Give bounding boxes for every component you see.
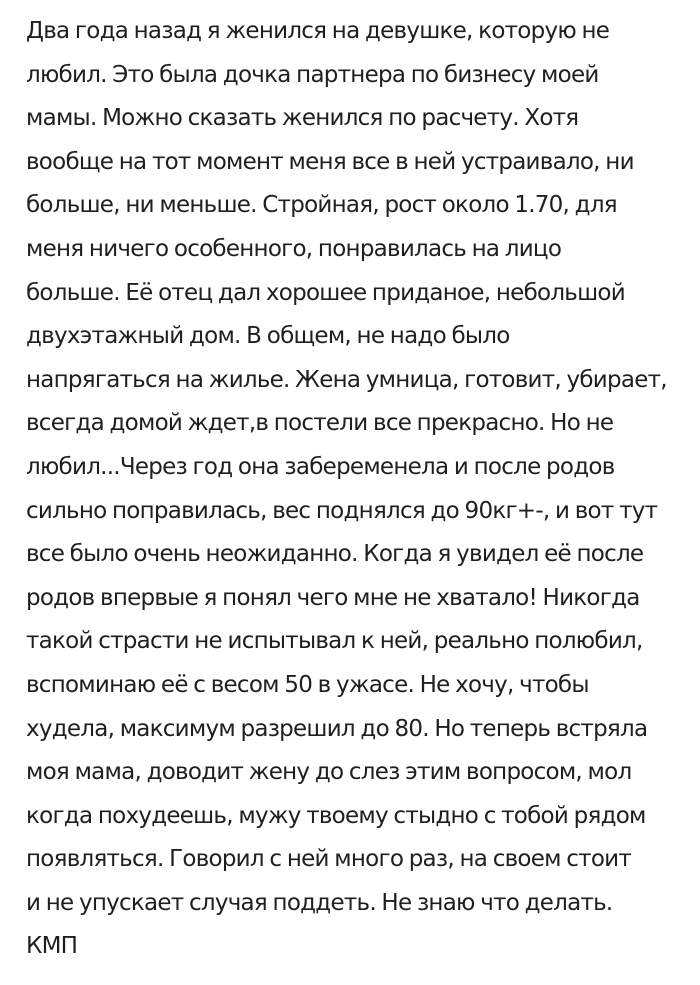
text-line: напрягаться на жилье. Жена умница, готовит, убирает, [26,366,667,393]
text-line: когда похудеешь, мужу твоему стыдно с тобой рядом [26,802,646,829]
text-line: появляться. Говорил с ней много раз, на своем стоит [26,846,631,873]
text-line: сильно поправилась, вес поднялся до 90кг+-, и вот тут [26,497,658,524]
text-line: мамы. Можно сказать женился по расчету. Хотя [26,105,579,132]
text-line: такой страсти не испытывал к ней, реально полюбил, [26,628,643,655]
text-line: любил...Через год она забеременела и после родов [26,453,615,480]
text-line: худела, максимум разрешил до 80. Но теперь встряла [26,715,648,742]
signature: КМП [26,933,78,960]
text-line: Два года назад я женился на девушке, которую не [26,18,610,44]
text-line: и не упускает случая поддеть. Не знаю что делать. [26,889,613,916]
text-line: всегда домой ждет,в постели все прекрасно. Но не [26,410,614,437]
text-line: любил. Это была дочка партнера по бизнесу моей [26,61,599,88]
text-line: вспоминаю её с весом 50 в ужасе. Не хочу, чтобы [26,671,589,698]
text-line: вообще на тот момент меня все в ней устраивало, ни [26,148,634,175]
text-line: родов впервые я понял чего мне не хватало! Никогда [26,584,640,611]
post-text [26,10,696,969]
text-line: меня ничего особенного, понравилась на лицо [26,235,562,262]
text-line: больше. Её отец дал хорошее приданое, небольшой [26,279,625,306]
text-line: моя мама, доводит жену до слез этим вопросом, мол [26,759,632,786]
text-line: больше, ни меньше. Стройная, рост около 1.70, для [26,192,617,219]
text-line: двухэтажный дом. В общем, не надо было [26,323,510,350]
text-line: все было очень неожиданно. Когда я увидел её после [26,541,644,568]
